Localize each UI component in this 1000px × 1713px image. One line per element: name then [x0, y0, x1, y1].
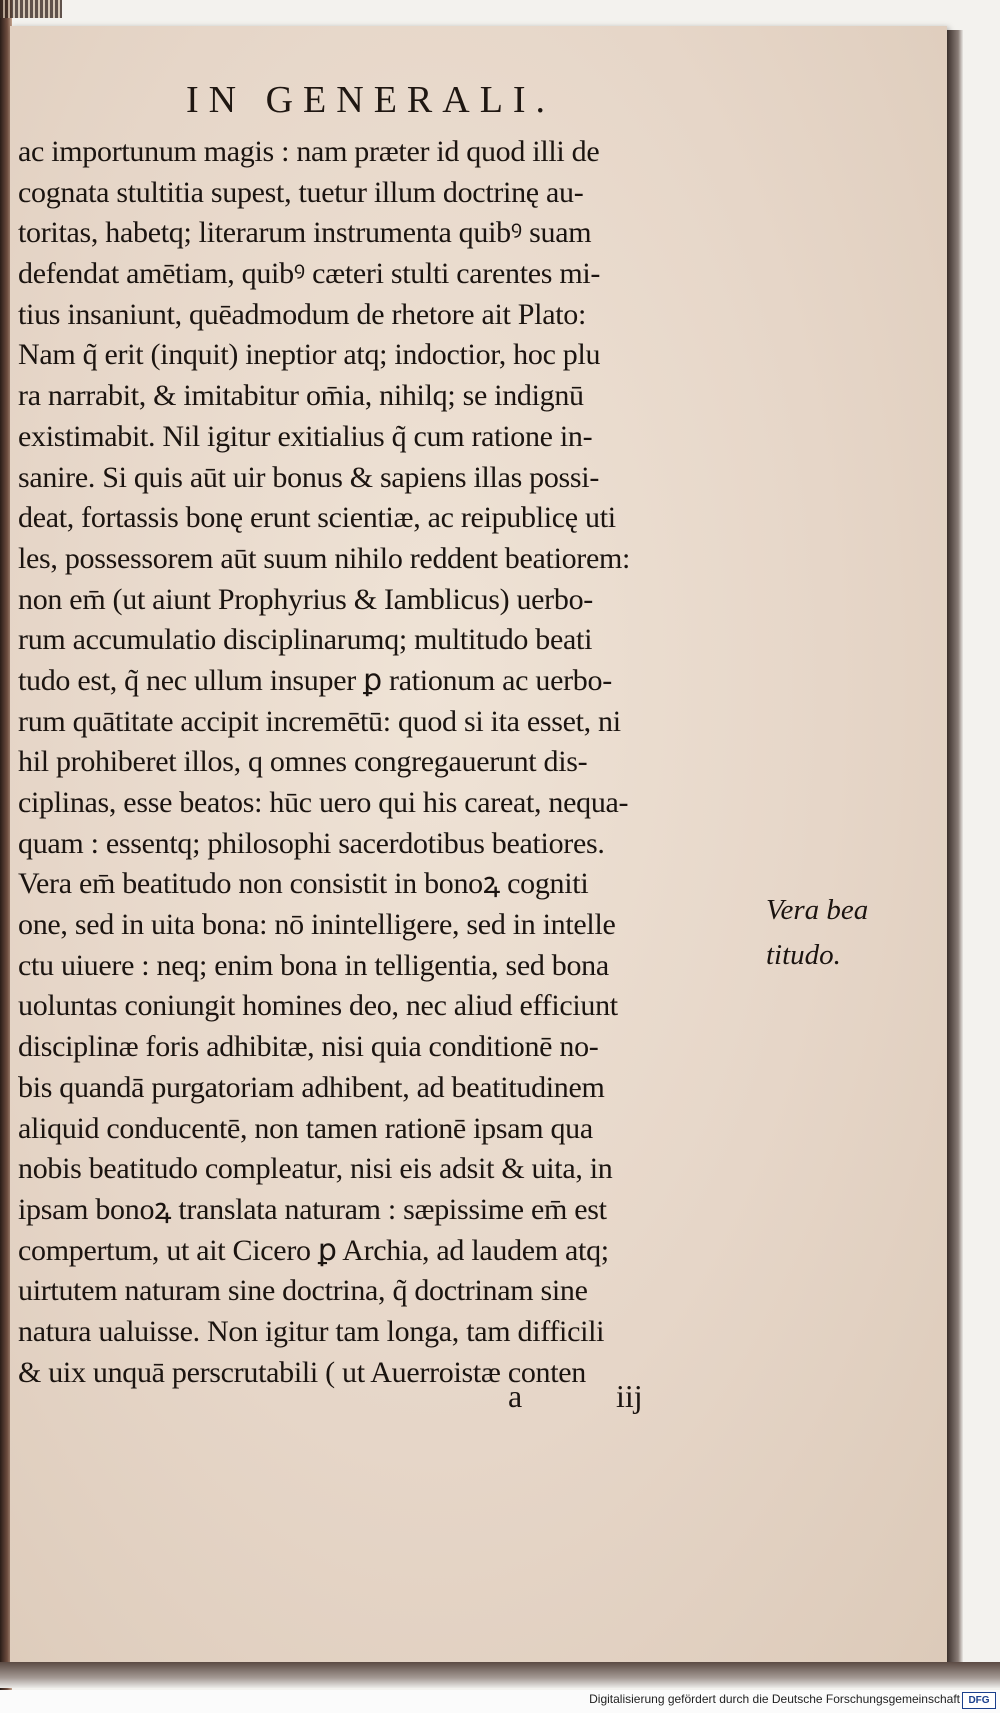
page-bottom-shadow	[0, 1662, 1000, 1688]
text-line: sanire. Si quis aūt uir bonus & sapiens illas possi-	[18, 460, 600, 494]
text-line: uoluntas coniungit homines deo, nec aliud efficiunt	[18, 989, 618, 1023]
page-shadow	[947, 30, 963, 1670]
footer-credit-text: Digitalisierung gefördert durch die Deutsche Forschungsgemeinschaft	[589, 1692, 960, 1706]
text-line: toritas, habetq; literarum instrumenta quibꝰ suam	[18, 216, 592, 250]
text-line: existimabit. Nil igitur exitialius q̃ cum ratione in-	[18, 419, 593, 453]
text-line: ctu uiuere : neq; enim bona in telligentia, sed bona	[18, 948, 609, 982]
text-line: tius insaniunt, quēadmodum de rhetore ait Plato:	[18, 297, 586, 331]
text-line: rum accumulatio disciplinarumq; multitudo beati	[18, 623, 593, 657]
text-line: les, possessorem aūt suum nihilo reddent beatiorem:	[18, 541, 631, 575]
text-line: deat, fortassis bonę erunt scientiæ, ac reipublicę uti	[18, 501, 616, 535]
text-line: Nam q̃ erit (inquit) ineptior atq; indoctior, hoc plu	[18, 338, 601, 372]
text-line: & uix unquā perscrutabili ( ut Auerroistæ conten	[18, 1355, 586, 1389]
marginal-note-line: titudo.	[766, 939, 841, 971]
text-line: rum quātitate accipit incremētū: quod si ita esset, ni	[18, 704, 621, 738]
text-line: hil prohiberet illos, q omnes congregauerunt dis-	[18, 745, 588, 779]
text-line: ac importunum magis : nam præter id quod illi de	[18, 135, 600, 168]
text-line: disciplinæ foris adhibitæ, nisi quia conditionē no-	[18, 1030, 599, 1064]
running-head: IN GENERALI.	[186, 79, 556, 121]
text-line: aliquid conducentē, non tamen rationē ipsam qua	[18, 1111, 593, 1145]
footer-bar	[0, 1690, 1000, 1713]
marginal-note-line: Vera bea	[766, 894, 869, 926]
text-line: quam : essentq; philosophi sacerdotibus beatiores.	[18, 826, 605, 860]
text-line: nobis beatitudo compleatur, nisi eis adsit & uita, in	[18, 1152, 613, 1186]
text-line: Vera em̄ beatitudo non consistit in bonoꝝ cogniti	[18, 867, 589, 901]
body-text	[18, 132, 758, 1393]
text-line: natura ualuisse. Non igitur tam longa, tam difficili	[18, 1314, 605, 1348]
text-line: one, sed in uita bona: nō inintelligere, sed in intelle	[18, 908, 616, 942]
text-line: defendat amētiam, quibꝰ cæteri stulti carentes mi-	[18, 257, 601, 291]
text-line: cognata stultitia supest, tuetur illum doctrinę au-	[18, 175, 584, 209]
text-line: tudo est, q̃ nec ullum insuper ꝑ rationum ac uerbo-	[18, 663, 612, 697]
text-line: compertum, ut ait Cicero ꝑ Archia, ad laudem atq;	[18, 1233, 609, 1267]
text-line: ciplinas, esse beatos: hūc uero qui his careat, nequa-	[18, 786, 629, 819]
corner-color-bar	[0, 0, 62, 18]
marginal-note	[766, 888, 886, 978]
text-line: ipsam bonoꝝ translata naturam : sæpissime em̄ est	[18, 1192, 607, 1226]
text-line: uirtutem naturam sine doctrina, q̃ doctrinam sine	[18, 1274, 588, 1308]
text-line: ra narrabit, & imitabitur om̄ia, nihilq; se indignū	[18, 379, 584, 413]
signature-mark: a	[508, 1378, 523, 1414]
text-line: bis quandā purgatoriam adhibent, ad beatitudinem	[18, 1070, 605, 1104]
folio-number: iij	[616, 1378, 643, 1414]
dfg-logo: DFG	[962, 1692, 996, 1709]
text-line: non em̄ (ut aiunt Prophyrius & Iamblicus) uerbo-	[18, 582, 593, 616]
